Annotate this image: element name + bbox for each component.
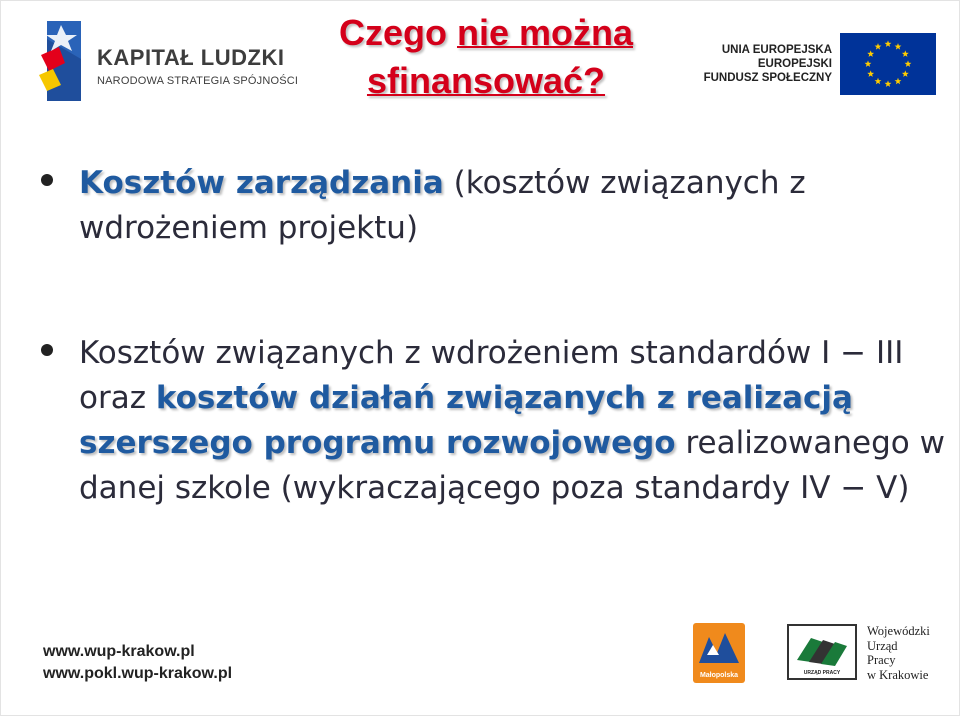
title-part-1: Czego (338, 12, 457, 53)
footer-urls (43, 641, 232, 685)
kapital-ludzki-mark-icon (39, 19, 87, 105)
slide-title (301, 9, 671, 105)
footer-url-2[interactable]: www.pokl.wup-krakow.pl (43, 665, 233, 682)
kapital-ludzki-subtitle: NARODOWA STRATEGIA SPÓJNOŚCI (97, 75, 299, 87)
bullet-2-rest: realizowanego w danej szkole (wykraczającego poza standardy IV − V) (79, 425, 945, 506)
wup-names (867, 624, 930, 682)
bullet-1-highlight: Kosztów zarządzania (79, 165, 444, 201)
wup-name-4: w Krakowie (867, 667, 929, 682)
eu-efs-logo (701, 31, 936, 97)
title-part-3: sfinansować? (366, 60, 606, 101)
malopolska-label: Małopolska (699, 672, 739, 679)
bullet-1-rest: (kosztów związanych z wdrożeniem projektu) (79, 165, 806, 246)
eu-efs-text (704, 43, 832, 85)
wup-name-2: Urząd (867, 638, 898, 653)
wup-name-3: Pracy (867, 653, 896, 667)
wup-name-1: Wojewódzki (867, 624, 930, 638)
bullet-2-lead: Kosztów związanych z wdrożeniem standardów I − III oraz (79, 335, 904, 416)
wup-krakow-logo (787, 624, 937, 684)
bullet-2-highlight: kosztów działań związanych z realizacją szerszego programu rozwojowego (79, 380, 853, 461)
bullet-text-1 (79, 161, 959, 251)
bullet-dot-icon (41, 174, 53, 186)
bullet-dot-icon (41, 344, 53, 356)
footer-url-1[interactable]: www.wup-krakow.pl (43, 643, 195, 660)
eu-line-2: EUROPEJSKI (757, 58, 832, 70)
eu-line-1: UNIA EUROPEJSKA (721, 44, 832, 56)
eu-flag-icon (840, 33, 936, 95)
kapital-ludzki-logo (39, 19, 299, 105)
wup-box-label: URZĄD PRACY (803, 670, 841, 676)
eu-line-3: FUNDUSZ SPOŁECZNY (703, 72, 832, 84)
malopolska-logo-icon (693, 623, 745, 683)
kapital-ludzki-title: KAPITAŁ LUDZKI (97, 45, 285, 70)
bullet-text-2 (79, 331, 960, 511)
title-part-2: nie można (456, 12, 634, 53)
wup-mark-icon (789, 626, 855, 678)
wup-box (787, 624, 857, 680)
